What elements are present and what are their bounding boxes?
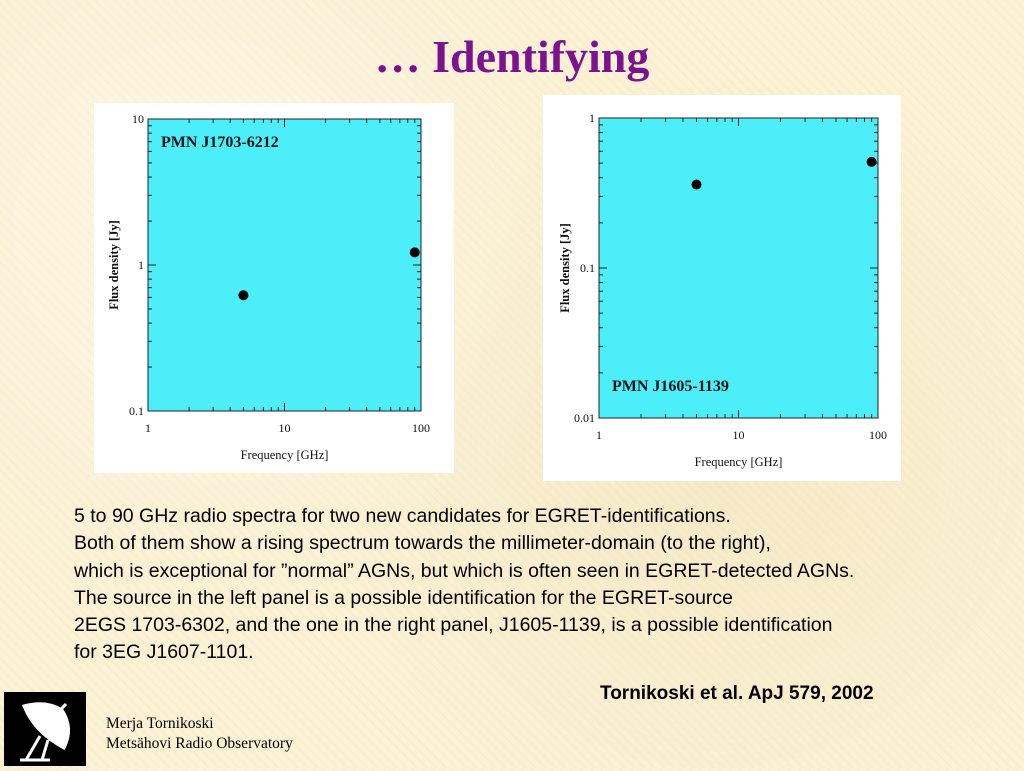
- slide-caption: [74, 503, 1004, 667]
- x-tick-label: 1: [145, 421, 151, 435]
- data-point: [692, 180, 702, 190]
- data-point: [238, 290, 248, 300]
- x-tick-label: 100: [869, 428, 887, 442]
- data-point: [410, 247, 420, 257]
- x-axis-label: Frequency [GHz]: [240, 448, 329, 462]
- y-axis-label: Flux density [Jy]: [558, 223, 572, 313]
- slide-title: … Identifying: [374, 31, 650, 82]
- data-point: [867, 157, 877, 167]
- spectrum-chart-left: [94, 103, 454, 473]
- plot-area: [148, 119, 421, 411]
- x-tick-label: 10: [278, 421, 291, 435]
- x-tick-label: 1: [596, 428, 602, 442]
- x-tick-label: 10: [732, 428, 745, 442]
- x-tick-label: 100: [412, 421, 430, 435]
- radio-telescope-dish-icon: [4, 692, 86, 766]
- reference-citation: Tornikoski et al. ApJ 579, 2002: [600, 683, 874, 704]
- plot-area: [599, 118, 878, 418]
- spectrum-panel-right: [543, 95, 901, 481]
- y-tick-label: 1: [138, 258, 144, 272]
- author-block: [106, 714, 293, 754]
- caption-line: for 3EG J1607-1101.: [74, 641, 254, 664]
- y-tick-label: 0.01: [574, 411, 595, 425]
- caption-line: 2EGS 1703-6302, and the one in the right panel, J1605-1139, is a possible identification: [74, 614, 833, 637]
- caption-line: which is exceptional for ”normal” AGNs, but which is often seen in EGRET-detected AGNs.: [74, 559, 855, 582]
- y-tick-label: 10: [132, 112, 144, 126]
- caption-line: 5 to 90 GHz radio spectra for two new candidates for EGRET-identifications.: [74, 505, 731, 527]
- x-axis-label: Frequency [GHz]: [694, 455, 783, 469]
- author-name: Merja Tornikoski: [106, 715, 214, 732]
- source-label: PMN J1605-1139: [612, 378, 729, 395]
- author-affiliation: Metsähovi Radio Observatory: [106, 735, 293, 752]
- source-label: PMN J1703-6212: [161, 134, 279, 151]
- caption-line: Both of them show a rising spectrum towards the millimeter-domain (to the right),: [74, 532, 771, 555]
- y-axis-label: Flux density [Jy]: [107, 220, 121, 310]
- y-tick-label: 0.1: [129, 404, 144, 418]
- spectrum-chart-right: [543, 95, 901, 481]
- y-tick-label: 0.1: [580, 261, 595, 275]
- y-tick-label: 1: [589, 111, 595, 125]
- caption-line: The source in the left panel is a possible identification for the EGRET-source: [74, 586, 734, 609]
- spectrum-panel-left: [94, 103, 454, 473]
